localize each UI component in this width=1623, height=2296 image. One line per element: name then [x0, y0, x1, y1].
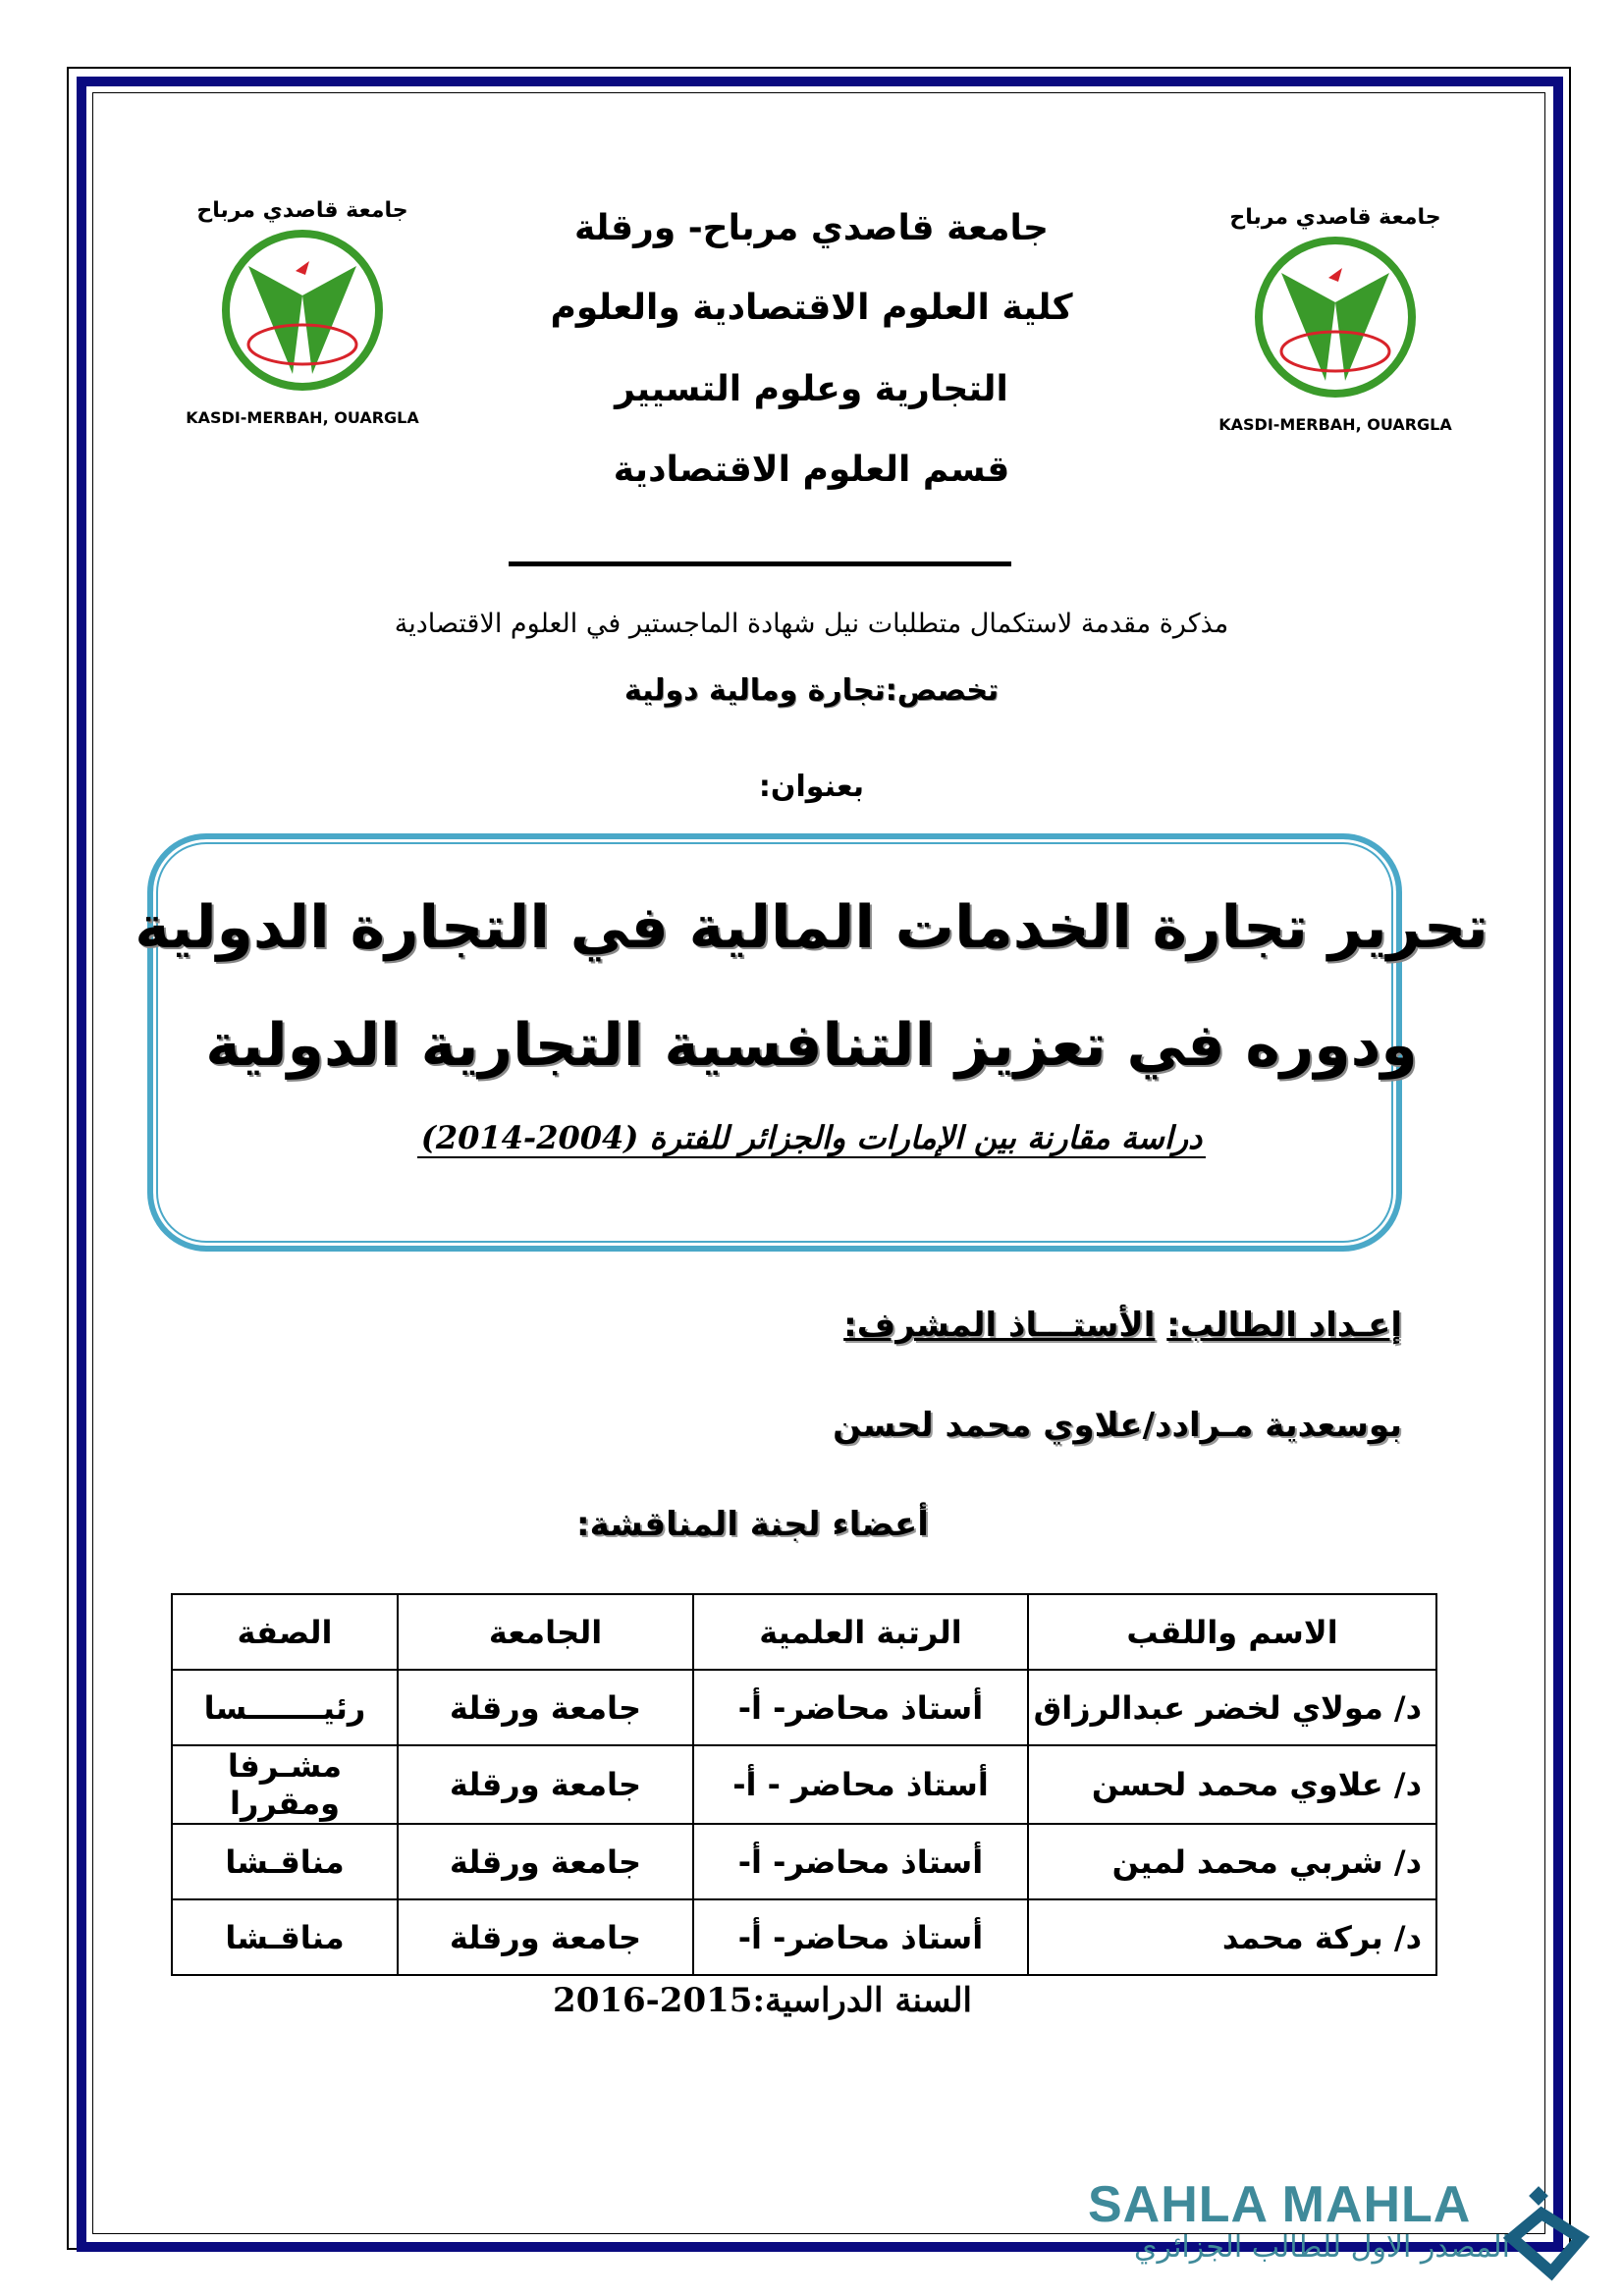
watermark-tagline: المصدر الاول للطالب الجزائري: [1134, 2230, 1510, 2265]
watermark-brand: SAHLA MAHLA: [1088, 2176, 1472, 2233]
header-role: الصفة: [172, 1594, 398, 1670]
specialty: تخصص:تجارة ومالية دولية: [623, 673, 1000, 708]
header-name: الاسم واللقب: [1028, 1594, 1436, 1670]
header-divider: [509, 561, 1011, 566]
committee-table: [171, 1593, 1437, 1976]
cell-name: د/ مولاي لخضر عبدالرزاق: [1028, 1670, 1436, 1745]
cell-role: رئيـــــــسا: [172, 1670, 398, 1745]
watermark: [1088, 2176, 1510, 2265]
thesis-title-line1: تحرير تجارة الخدمات المالية في التجارة الدولية: [135, 893, 1488, 962]
department: قسم العلوم الاقتصادية: [613, 450, 1010, 490]
logo-latin-text: KASDI-MERBAH, OUARGLA: [1218, 415, 1452, 434]
logo-latin-text: KASDI-MERBAH, OUARGLA: [186, 408, 419, 427]
supervisor-label: الأستـــاذ المشرف:: [843, 1306, 1156, 1345]
student-label: إعـداد الطالب:: [1166, 1306, 1402, 1345]
cell-name: د/ بركة محمد: [1028, 1899, 1436, 1975]
thesis-title-line2: ودوره في تعزيز التنافسية التجارية الدولية: [205, 1011, 1418, 1080]
thesis-subtitle: دراسة مقارنة بين الإمارات والجزائر للفترة (2004-2014): [417, 1119, 1207, 1158]
cell-rank: أستاذ محاضر- أ-: [693, 1670, 1028, 1745]
titled-label: بعنوان:: [758, 770, 865, 804]
faculty-line1: كلية العلوم الاقتصادية والعلوم: [550, 288, 1073, 328]
academic-year: السنة الدراسية:2015-2016: [553, 1981, 972, 2020]
cell-role: مناقـشا: [172, 1824, 398, 1899]
table-row: [172, 1670, 1436, 1745]
cell-name: د/ شربي محمد لمين: [1028, 1824, 1436, 1899]
cell-university: جامعة ورقلة: [398, 1899, 693, 1975]
watermark-calligraphy-icon: [1502, 2179, 1591, 2287]
logo-arabic-text: جامعة قاصدي مرباح: [196, 198, 408, 223]
header-rank: الرتبة العلمية: [693, 1594, 1028, 1670]
cell-role: مشـرفا ومقررا: [172, 1745, 398, 1824]
student-supervisor-names: بوسعدية مـرادد/علاوي محمد لحسن: [833, 1406, 1402, 1445]
table-header-row: [172, 1594, 1436, 1670]
faculty-line2: التجارية وعلوم التسيير: [615, 369, 1008, 409]
table-row: [172, 1899, 1436, 1975]
header-university: الجامعة: [398, 1594, 693, 1670]
cell-university: جامعة ورقلة: [398, 1670, 693, 1745]
university-name: جامعة قاصدي مرباح- ورقلة: [574, 208, 1049, 248]
table-row: [172, 1745, 1436, 1824]
logo-arabic-text: جامعة قاصدي مرباح: [1229, 205, 1441, 230]
cell-name: د/ علاوي محمد لحسن: [1028, 1745, 1436, 1824]
committee-label: أعضاء لجنة المناقشة:: [576, 1505, 929, 1544]
cell-rank: أستاذ محاضر- أ-: [693, 1824, 1028, 1899]
cell-university: جامعة ورقلة: [398, 1824, 693, 1899]
cell-university: جامعة ورقلة: [398, 1745, 693, 1824]
table-row: [172, 1824, 1436, 1899]
memo-statement: مذكرة مقدمة لاستكمال متطلبات نيل شهادة الماجستير في العلوم الاقتصادية: [394, 609, 1229, 639]
cell-role: مناقـشا: [172, 1899, 398, 1975]
cell-rank: أستاذ محاضر - أ-: [693, 1745, 1028, 1824]
cell-rank: أستاذ محاضر- أ-: [693, 1899, 1028, 1975]
